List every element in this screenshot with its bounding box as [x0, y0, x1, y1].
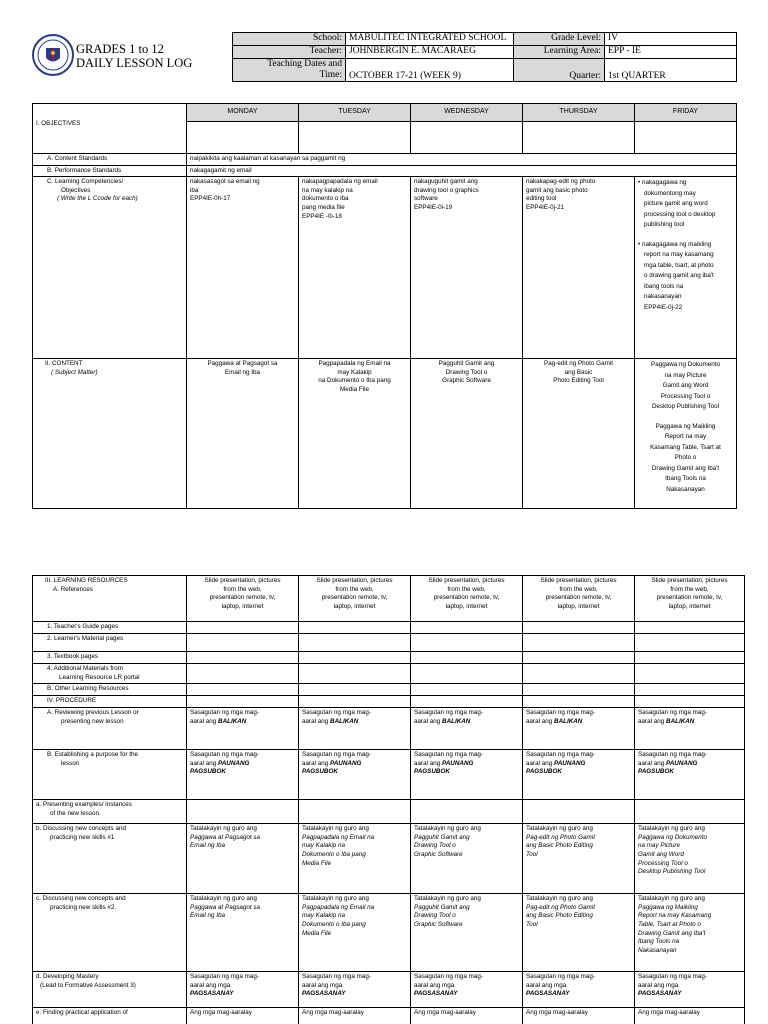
- quarter-label: Quarter:: [514, 59, 605, 82]
- objectives-table: [32, 103, 737, 509]
- purpose-label: B. Establishing a purpose for the lesson: [33, 750, 187, 800]
- discussing-2-cell: Tatalakayin ng guro ang Paggawa at Pagsagot sa Email ng Iba: [187, 894, 299, 972]
- discussing-2-cell: Tatalakayin ng guro ang Paggawa ng Maikling Report na may Kasamang Table, Tsart at Photo o Drawing Gamit ang Iba't Ibang Tools na Nakasanayan: [635, 894, 745, 972]
- competencies-label: [33, 177, 187, 359]
- discussing-2-cell: Tatalakayin ng guro ang Pagguhit Gamit ang Drawing Tool o Graphic Software: [411, 894, 523, 972]
- performance-standards-value: nakagagamit ng email: [187, 165, 737, 177]
- resources-label: [33, 576, 187, 622]
- resources-tuesday: Slide presentation, pictures from the web, presentation remote, tv, laptop, internet: [299, 576, 411, 622]
- content-monday: Paggawa at Pagsagot sa Email ng Iba: [187, 359, 299, 509]
- area-value: EPP - IE: [605, 46, 737, 59]
- content-tuesday: Pagpapadala ng Email na may Kalakip na Dokumento o Iba pang Media File: [299, 359, 411, 509]
- competency-tuesday: nakapagpapadala ng email na may kalakip na dokumento o iba pang media file EPP4IE -0i-18: [299, 177, 411, 359]
- textbook-label: 3. Textbook pages: [33, 652, 187, 664]
- resources-label-line: III. LEARNING RESOURCES: [45, 577, 128, 584]
- quarter-value: 1st QUARTER: [605, 59, 737, 82]
- discussing-2-cell: Tatalakayin ng guro ang Pagpapadala ng Email na may Kalakip na Dokumento o Iba pang Media File: [299, 894, 411, 972]
- purpose-cell: Sasagutan ng mga mag- aaral ang PAUNANG PAGSUBOK: [299, 750, 411, 800]
- content-thursday: Pag-edit ng Photo Gamit ang Basic Photo Editing Tool: [523, 359, 635, 509]
- objectives-label: I. OBJECTIVES: [33, 104, 187, 154]
- application-cell: Ang mga mag-aaralay: [299, 1008, 411, 1024]
- purpose-cell: Sasagutan ng mga mag- aaral ang PAUNANG PAGSUBOK: [411, 750, 523, 800]
- procedure-table: [32, 575, 745, 1024]
- application-cell: Ang mga mag-aaralay: [635, 1008, 745, 1024]
- competency-monday: nakasasagot sa email ng iba EPP4IE-0h-17: [187, 177, 299, 359]
- resources-wednesday: Slide presentation, pictures from the web, presentation remote, tv, laptop, internet: [411, 576, 523, 622]
- dates-label-line-2: Time:: [319, 70, 342, 80]
- application-cell: Ang mga mag-aaralay: [187, 1008, 299, 1024]
- review-cell: Sasagutan ng mga mag- aaral ang BALIKAN: [187, 708, 299, 750]
- teachers-guide-label: 1. Teacher's Guide pages: [33, 622, 187, 634]
- day-header: FRIDAY: [635, 104, 737, 122]
- purpose-cell: Sasagutan ng mga mag- aaral ang PAUNANG PAGSUBOK: [187, 750, 299, 800]
- review-cell: Sasagutan ng mga mag- aaral ang BALIKAN: [635, 708, 745, 750]
- mastery-cell: Sasagutan ng mga mag- aaral ang mga PAGSASANAY: [635, 972, 745, 1008]
- content-label-sub: ( Subject Matter): [51, 368, 98, 376]
- content-wednesday: Pagguhit Gamit ang Drawing Tool o Graphic Software: [411, 359, 523, 509]
- resources-monday: Slide presentation, pictures from the web, presentation remote, tv, laptop, internet: [187, 576, 299, 622]
- discussing-2-label: c. Discussing new concepts and practicing new skills #2.: [33, 894, 187, 972]
- review-cell: Sasagutan ng mga mag- aaral ang BALIKAN: [523, 708, 635, 750]
- grade-label: Grade Level:: [514, 33, 605, 46]
- competency-thursday: nakakapag-edit ng photo gamit ang basic photo editing tool EPP4IE-0j-21: [523, 177, 635, 359]
- dates-label: [233, 59, 346, 82]
- mastery-cell: Sasagutan ng mga mag- aaral ang mga PAGSASANAY: [187, 972, 299, 1008]
- review-cell: Sasagutan ng mga mag- aaral ang BALIKAN: [299, 708, 411, 750]
- dates-label-line-1: Teaching Dates and: [267, 59, 342, 69]
- other-resources-label: B. Other Learning Resources: [33, 684, 187, 696]
- competencies-label-line: C. Learning Competencies/: [47, 178, 124, 186]
- review-label: A. Reviewing previous Lesson or presenting new lesson: [33, 708, 187, 750]
- resources-friday: Slide presentation, pictures from the web, presentation remote, tv, laptop, internet: [635, 576, 745, 622]
- deped-seal-icon: [32, 34, 74, 76]
- mastery-cell: Sasagutan ng mga mag- aaral ang mga PAGSASANAY: [523, 972, 635, 1008]
- content-standards-value: naipakikita ang kaalaman at kasanayan sa paggamit ng: [187, 154, 737, 166]
- application-cell: Ang mga mag-aaralay: [411, 1008, 523, 1024]
- info-table: [232, 32, 737, 82]
- discussing-1-cell: Tatalakayin ng guro ang Paggawa at Pagsagot sa Email ng Iba: [187, 824, 299, 894]
- application-label: e. Finding practical application of: [33, 1008, 187, 1024]
- day-header: MONDAY: [187, 104, 299, 122]
- discussing-1-label: b. Discussing new concepts and practicing new skills #1: [33, 824, 187, 894]
- learners-material-label: 2. Learner's Material pages: [33, 634, 187, 652]
- competencies-label-note: ( Write the L Ccode for each): [57, 195, 138, 203]
- purpose-cell: Sasagutan ng mga mag- aaral ang PAUNANG PAGSUBOK: [523, 750, 635, 800]
- title-line-1: GRADES 1 to 12: [76, 42, 164, 56]
- application-cell: Ang mga mag-aaralay: [523, 1008, 635, 1024]
- content-standards-label: A. Content Standards: [33, 154, 187, 166]
- presenting-examples-label: a. Presenting examples/ instances of the new lesson.: [33, 800, 187, 824]
- area-label: Learning Area:: [514, 46, 605, 59]
- teacher-value: JOHNBERGIN E. MACARAEG: [346, 46, 514, 59]
- developing-mastery-label: d. Developing Mastery (Lead to Formative Assessment 3): [33, 972, 187, 1008]
- day-header: WEDNESDAY: [411, 104, 523, 122]
- content-label-line: II. CONTENT: [45, 360, 83, 368]
- performance-standards-label: B. Performance Standards: [33, 165, 187, 177]
- references-label: A. References: [53, 585, 93, 593]
- dates-value: OCTOBER 17-21 (WEEK 9): [346, 59, 514, 82]
- competency-friday: • nakagagawa ng dokumentong may picture gamit ang word processing tool o desktop publishing tool • nakagagawa ng maikling report na may kasamang mga table, tsart, at photo o drawing gamit ang iba't ibang tools na nakasanayan EPP4IE-0j-22: [635, 177, 737, 359]
- school-label: School:: [233, 33, 346, 46]
- mastery-cell: Sasagutan ng mga mag- aaral ang mga PAGSASANAY: [411, 972, 523, 1008]
- school-value: MABULITEC INTEGRATED SCHOOL: [346, 33, 514, 46]
- competencies-label-line: Objectives: [61, 186, 91, 194]
- additional-materials-label: 4. Additional Materials from Learning Resource LR portal: [33, 664, 187, 684]
- lesson-log-header: [32, 32, 736, 82]
- discussing-1-cell: Tatalakayin ng guro ang Pagpapadala ng Email na may Kalakip na Dokumento o Iba pang Media File: [299, 824, 411, 894]
- discussing-2-cell: Tatalakayin ng guro ang Pag-edit ng Photo Gamit ang Basic Photo Editing Tool: [523, 894, 635, 972]
- content-label: [33, 359, 187, 509]
- title: [76, 42, 192, 70]
- resources-thursday: Slide presentation, pictures from the web, presentation remote, tv, laptop, internet: [523, 576, 635, 622]
- review-cell: Sasagutan ng mga mag- aaral ang BALIKAN: [411, 708, 523, 750]
- discussing-1-cell: Tatalakayin ng guro ang Pag-edit ng Photo Gamit ang Basic Photo Editing Tool: [523, 824, 635, 894]
- discussing-1-cell: Tatalakayin ng guro ang Pagguhit Gamit ang Drawing Tool o Graphic Software: [411, 824, 523, 894]
- mastery-cell: Sasagutan ng mga mag- aaral ang mga PAGSASANAY: [299, 972, 411, 1008]
- competency-wednesday: nakaguguhit gamit ang drawing tool o graphics software EPP4IE-0i-19: [411, 177, 523, 359]
- day-header: TUESDAY: [299, 104, 411, 122]
- teacher-label: Teacher:: [233, 46, 346, 59]
- procedure-label: IV. PROCEDURE: [33, 696, 187, 708]
- title-line-2: DAILY LESSON LOG: [76, 56, 193, 70]
- day-header: THURSDAY: [523, 104, 635, 122]
- discussing-1-cell: Tatalakayin ng guro ang Paggawa ng Dokumento na may Picture Gamit ang Word Processing Tool o Desktop Publishing Tool: [635, 824, 745, 894]
- grade-value: IV: [605, 33, 737, 46]
- content-friday: Paggawa ng Dokumento na may Picture Gamit ang Word Processing Tool o Desktop Publishing Tool Paggawa ng Maikling Report na may Kasamang Table, Tsart at Photo o Drawing Gamit ang Iba't Ibang Tools na Nakasanayan: [635, 359, 737, 509]
- purpose-cell: Sasagutan ng mga mag- aaral ang PAUNANG PAGSUBOK: [635, 750, 745, 800]
